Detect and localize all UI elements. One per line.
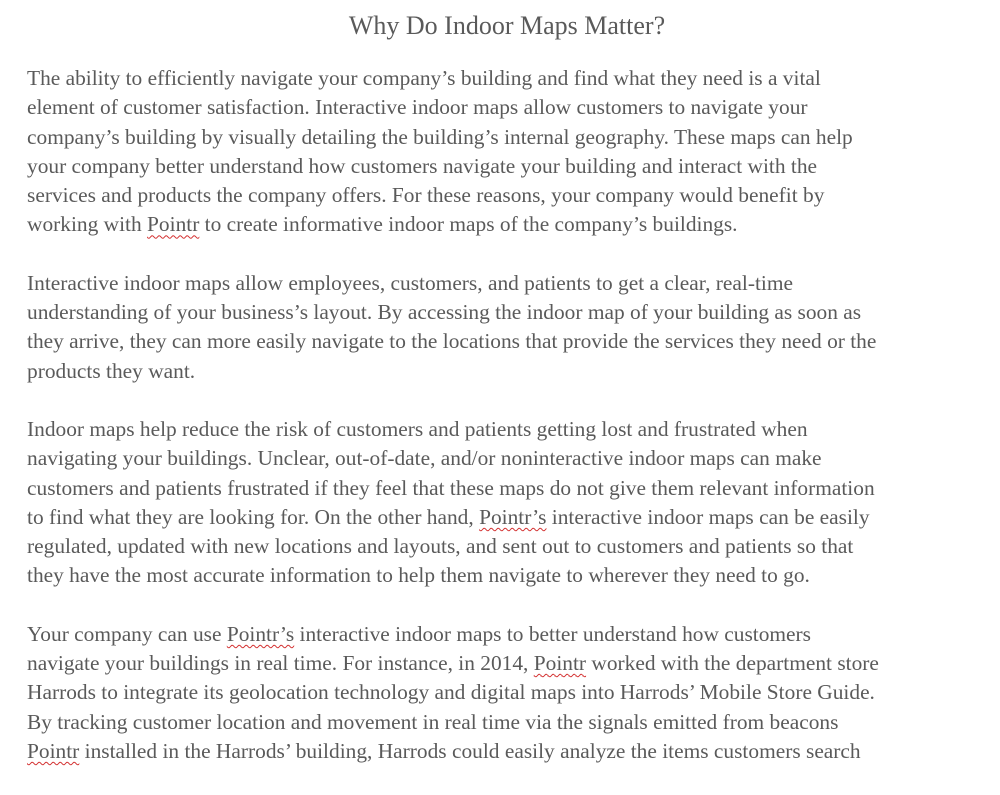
text-run: products they want. xyxy=(27,358,196,383)
misspelled-word[interactable]: Pointr’s xyxy=(479,504,547,529)
paragraph-container xyxy=(27,64,987,766)
text-run: your company better understand how customers navigate your building and interact with the xyxy=(27,153,818,178)
text-line xyxy=(27,503,987,532)
text-line xyxy=(27,561,987,590)
text-run: By tracking customer location and movement in real time via the signals emitted from beacons xyxy=(27,709,839,734)
text-run: Indoor maps help reduce the risk of customers and patients getting lost and frustrated when xyxy=(27,416,808,441)
text-run: navigate your buildings in real time. For instance, in 2014, xyxy=(27,651,534,676)
text-line xyxy=(27,649,987,678)
text-run: to create informative indoor maps of the company’s buildings. xyxy=(199,212,738,237)
paragraph xyxy=(27,64,987,240)
text-run: to find what they are looking for. On the other hand, xyxy=(27,504,480,529)
paragraph xyxy=(27,620,987,766)
text-line xyxy=(27,210,987,239)
text-line xyxy=(27,152,987,181)
misspelled-word[interactable]: Pointr’s xyxy=(226,621,295,646)
text-line xyxy=(27,474,987,503)
text-run: understanding of your business’s layout. By accessing the indoor map of your building as soon as xyxy=(27,300,862,325)
text-line xyxy=(27,269,987,298)
text-line xyxy=(27,123,987,152)
text-run: worked with the department store xyxy=(586,651,879,676)
text-line xyxy=(27,737,987,766)
text-line xyxy=(27,181,987,210)
paragraph xyxy=(27,415,987,591)
misspelled-word[interactable]: Pointr xyxy=(533,651,587,676)
text-run: Harrods to integrate its geolocation technology and digital maps into Harrods’ Mobile Store Guide. xyxy=(27,680,875,705)
text-run: element of customer satisfaction. Interactive indoor maps allow customers to navigate your xyxy=(27,95,808,120)
text-run: customers and patients frustrated if they feel that these maps do not give them relevant information xyxy=(27,475,875,500)
text-run: Interactive indoor maps allow employees, customers, and patients to get a clear, real-time xyxy=(27,270,793,295)
text-run: navigating your buildings. Unclear, out-of-date, and/or noninteractive indoor maps can make xyxy=(27,446,822,471)
text-run: working with xyxy=(27,212,148,237)
text-line xyxy=(27,678,987,707)
text-run: regulated, updated with new locations and layouts, and sent out to customers and patients so that xyxy=(27,534,854,559)
paragraph xyxy=(27,269,987,386)
text-line xyxy=(27,298,987,327)
page-title: Why Do Indoor Maps Matter? xyxy=(348,11,666,40)
misspelled-word[interactable]: Pointr xyxy=(27,738,80,763)
text-line xyxy=(27,357,987,386)
text-run: services and products the company offers. For these reasons, your company would benefit by xyxy=(27,183,825,208)
text-run: interactive indoor maps can be easily xyxy=(546,504,870,529)
text-line xyxy=(27,93,987,122)
text-line xyxy=(27,620,987,649)
text-line xyxy=(27,532,987,561)
text-line xyxy=(27,327,987,356)
document-body xyxy=(27,8,987,795)
text-run: Your company can use xyxy=(27,621,227,646)
text-run: interactive indoor maps to better understand how customers xyxy=(294,621,811,646)
text-line xyxy=(27,444,987,473)
text-run: installed in the Harrods’ building, Harrods could easily analyze the items customers search xyxy=(79,738,861,763)
text-run: The ability to efficiently navigate your company’s building and find what they need is a vital xyxy=(27,66,821,90)
text-run: they arrive, they can more easily navigate to the locations that provide the services they need or the xyxy=(27,329,877,354)
text-line xyxy=(27,64,987,93)
text-run: company’s building by visually detailing the building’s internal geography. These maps can help xyxy=(27,124,853,149)
misspelled-word[interactable]: Pointr xyxy=(147,212,200,237)
text-run: they have the most accurate information to help them navigate to wherever they need to go. xyxy=(27,563,810,588)
text-line xyxy=(27,415,987,444)
text-line xyxy=(27,708,987,737)
